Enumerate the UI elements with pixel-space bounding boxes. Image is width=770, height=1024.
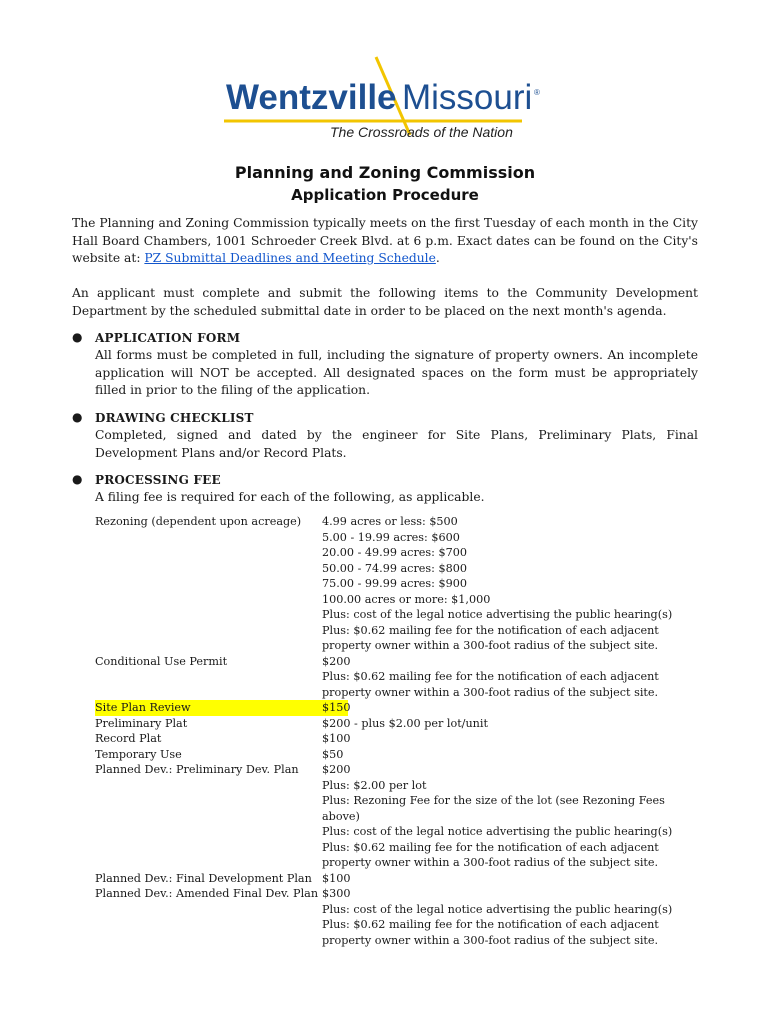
fee-values bbox=[322, 654, 705, 701]
fee-value-line: Plus: $0.62 mailing fee for the notification of each adjacent bbox=[322, 840, 659, 854]
fee-label: Planned Dev.: Final Development Plan bbox=[95, 871, 312, 885]
fee-row bbox=[95, 731, 705, 747]
intro-text: The Planning and Zoning Commission typically meets on the first Tuesday of each month in the City Hall Board Chambers, 1001 Schroeder Creek Blvd. at 6 p.m. Exact dates can be found on the City's website at: bbox=[72, 216, 698, 265]
fee-value-line: Plus: cost of the legal notice advertising the public hearing(s) bbox=[322, 902, 673, 916]
bullet-icon: ● bbox=[72, 330, 83, 344]
fee-values bbox=[322, 716, 705, 732]
fee-value-line: 100.00 acres or more: $1,000 bbox=[322, 592, 491, 606]
fee-row bbox=[95, 716, 705, 732]
fee-label: Site Plan Review bbox=[95, 700, 322, 716]
fee-label-cell bbox=[95, 886, 322, 948]
fee-label: Planned Dev.: Preliminary Dev. Plan bbox=[95, 763, 299, 776]
fee-value-line: Plus: cost of the legal notice advertising the public hearing(s) bbox=[322, 608, 673, 621]
fee-value-line: Plus: $0.62 mailing fee for the notification of each adjacent bbox=[322, 623, 659, 637]
fee-value-line: $200 bbox=[322, 654, 351, 668]
fee-label: Rezoning (dependent upon acreage) bbox=[95, 515, 302, 528]
fee-label-cell bbox=[95, 514, 322, 654]
logo-word-wentzville: Wentzville bbox=[226, 78, 397, 117]
intro-end: . bbox=[435, 251, 440, 265]
fee-label: Record Plat bbox=[95, 732, 162, 745]
fee-values bbox=[322, 762, 705, 871]
fee-values bbox=[322, 886, 705, 948]
fee-values bbox=[322, 731, 705, 747]
page-title: Planning and Zoning Commission bbox=[234, 163, 536, 182]
item-text-application-form: All forms must be completed in full, including the signature of property owners. An incomplete application will NOT be accepted. All designated spaces on the form must be appropriately filled in prior to the filing of the application. bbox=[95, 348, 698, 397]
item-heading-application-form: APPLICATION FORM bbox=[95, 331, 241, 345]
fee-value-line: Plus: $0.62 mailing fee for the notification of each adjacent bbox=[322, 670, 659, 683]
fee-label: Conditional Use Permit bbox=[95, 654, 228, 668]
item-text-drawing-checklist: Completed, signed and dated by the engineer for Site Plans, Preliminary Plats, Final Development Plans and/or Record Plats. bbox=[95, 428, 698, 460]
fee-value-line: property owner within a 300-foot radius of the subject site. bbox=[322, 685, 659, 699]
fee-label-cell bbox=[95, 716, 322, 732]
fee-row bbox=[95, 762, 705, 871]
fee-label-cell bbox=[95, 747, 322, 763]
fee-values bbox=[322, 747, 705, 763]
fee-label-cell bbox=[95, 871, 322, 887]
fee-schedule bbox=[95, 514, 705, 948]
fee-row bbox=[95, 747, 705, 763]
logo-registered-mark: ® bbox=[534, 88, 540, 97]
wentzville-logo bbox=[222, 55, 552, 145]
fee-value-line: $300 bbox=[322, 887, 351, 900]
fee-row bbox=[95, 654, 705, 701]
fee-value-line: property owner within a 300-foot radius of the subject site. bbox=[322, 933, 659, 947]
logo-tagline: The Crossroads of the Nation bbox=[330, 124, 513, 140]
page-subtitle: Application Procedure bbox=[291, 186, 479, 204]
fee-label-cell bbox=[95, 700, 322, 716]
fee-value-line: Plus: $0.62 mailing fee for the notification of each adjacent bbox=[322, 918, 659, 931]
fee-value-line: $200 bbox=[322, 763, 351, 776]
intro-paragraph-meetings bbox=[72, 215, 698, 268]
fee-value-line: Plus: $2.00 per lot bbox=[322, 778, 427, 792]
bullet-icon: ● bbox=[72, 472, 83, 486]
fee-values bbox=[322, 700, 705, 716]
fee-value-line: 50.00 - 74.99 acres: $800 bbox=[322, 561, 467, 575]
fee-row bbox=[95, 700, 705, 716]
fee-label: Planned Dev.: Amended Final Dev. Plan bbox=[95, 887, 319, 900]
fee-label-cell bbox=[95, 762, 322, 871]
fee-label-cell bbox=[95, 654, 322, 701]
fee-label: Temporary Use bbox=[95, 747, 182, 761]
fee-value-line: 20.00 - 49.99 acres: $700 bbox=[322, 546, 467, 559]
fee-row bbox=[95, 871, 705, 887]
fee-value-line: 4.99 acres or less: $500 bbox=[322, 515, 458, 528]
fee-label: Preliminary Plat bbox=[95, 716, 188, 730]
fee-value-line: $100 bbox=[322, 732, 351, 745]
fee-value-line: $100 bbox=[322, 871, 351, 885]
fee-label-cell bbox=[95, 731, 322, 747]
fee-row bbox=[95, 886, 705, 948]
fee-values bbox=[322, 871, 705, 887]
fee-value-line: Plus: Rezoning Fee for the size of the lot (see Rezoning Fees above) bbox=[322, 794, 665, 823]
fee-value-line: $200 - plus $2.00 per lot/unit bbox=[322, 716, 488, 730]
item-heading-drawing-checklist: DRAWING CHECKLIST bbox=[95, 411, 254, 425]
pz-schedule-link[interactable]: PZ Submittal Deadlines and Meeting Schedule bbox=[144, 251, 436, 265]
intro-paragraph-submission: An applicant must complete and submit the following items to the Community Development Department by the scheduled submittal date in order to be placed on the next month's agenda. bbox=[72, 286, 698, 318]
fee-values bbox=[322, 514, 705, 654]
item-heading-processing-fee: PROCESSING FEE bbox=[95, 473, 221, 487]
fee-value-line: Plus: cost of the legal notice advertising the public hearing(s) bbox=[322, 825, 673, 838]
fee-value-line: property owner within a 300-foot radius of the subject site. bbox=[322, 639, 659, 652]
fee-value-line: $50 bbox=[322, 747, 344, 761]
bullet-icon: ● bbox=[72, 410, 83, 424]
fee-value-line: 5.00 - 19.99 acres: $600 bbox=[322, 530, 460, 544]
fee-value-line: $150 bbox=[322, 701, 351, 714]
fee-value-line: 75.00 - 99.99 acres: $900 bbox=[322, 577, 467, 590]
fee-row bbox=[95, 514, 705, 654]
fee-value-line: property owner within a 300-foot radius of the subject site. bbox=[322, 856, 659, 869]
logo-word-missouri: Missouri bbox=[402, 78, 533, 117]
item-text-processing-fee: A filing fee is required for each of the following, as applicable. bbox=[95, 490, 485, 504]
